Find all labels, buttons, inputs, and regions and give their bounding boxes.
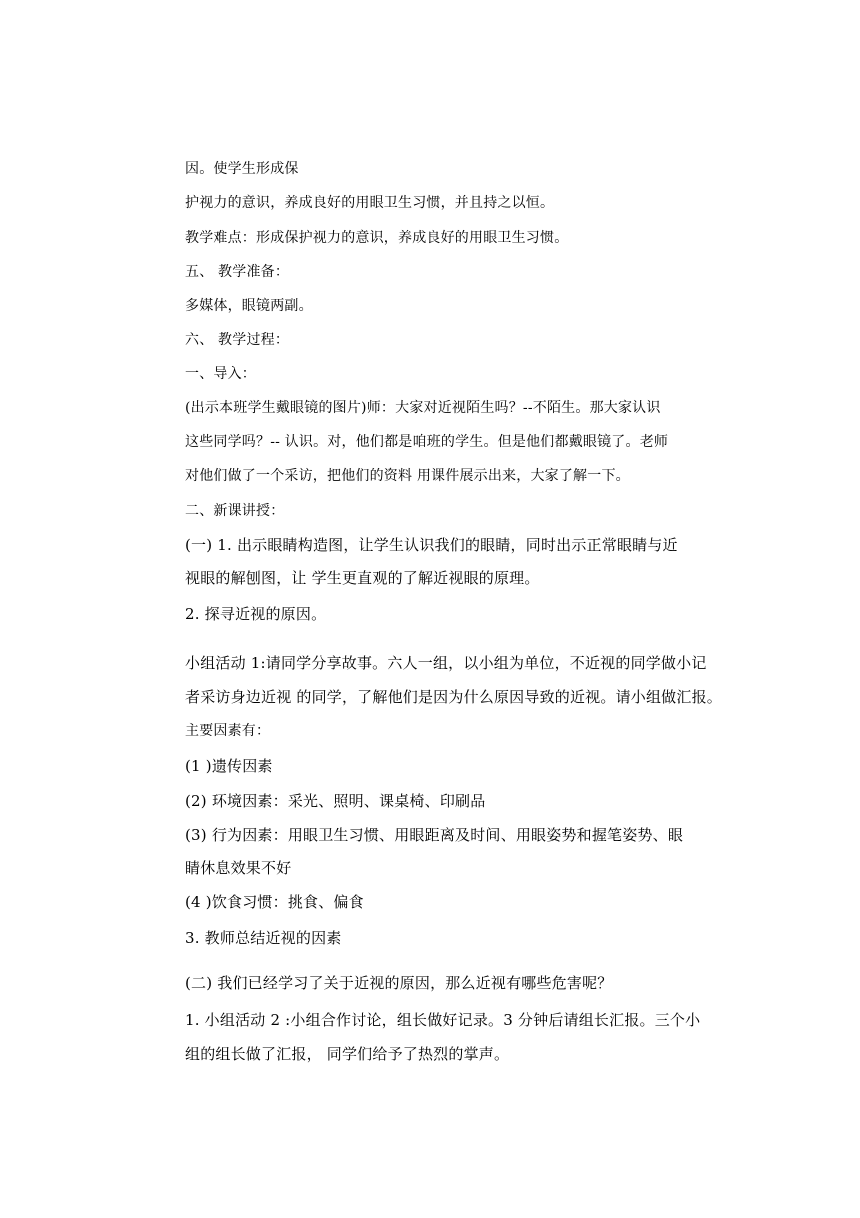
text-line: 护视力的意识，养成良好的用眼卫生习惯，并且持之以恒。 bbox=[185, 195, 555, 211]
text-line: 组的组长做了汇报， 同学们给予了热烈的掌声。 bbox=[185, 1045, 510, 1063]
text-line: 这些同学吗？-- 认识。对，他们都是咱班的学生。但是他们都戴眼镜了。老师 bbox=[185, 434, 669, 450]
text-line: 主要因素有： bbox=[185, 723, 271, 739]
list-item: (4 )饮食习惯：挑食、偏食 bbox=[185, 893, 364, 911]
list-item: 2. 探寻近视的原因。 bbox=[185, 605, 327, 623]
text-line: 睛休息效果不好 bbox=[185, 859, 292, 877]
list-item: (3) 行为因素：用眼卫生习惯、用眼距离及时间、用眼姿势和握笔姿势、眼 bbox=[185, 826, 684, 844]
text-line: 视眼的解刨图，让 学生更直观的了解近视眼的原理。 bbox=[185, 569, 540, 587]
text-line: 因。使学生形成保 bbox=[185, 161, 299, 177]
text-line: 小组活动 1:请同学分享故事。六人一组，以小组为单位，不近视的同学做小记 bbox=[185, 654, 707, 672]
list-item: 1. 小组活动 2 :小组合作讨论，组长做好记录。3 分钟后请组长汇报。三个小 bbox=[185, 1011, 701, 1029]
list-item: (2) 环境因素：采光、照明、课桌椅、印刷品 bbox=[185, 792, 486, 810]
text-line: (一) 1. 出示眼睛构造图，让学生认识我们的眼睛，同时出示正常眼睛与近 bbox=[185, 536, 678, 554]
list-item: 3. 教师总结近视的因素 bbox=[185, 929, 342, 947]
text-line: 者采访身边近视 的同学，了解他们是因为什么原因导致的近视。请小组做汇报。 bbox=[185, 688, 722, 706]
text-line: 对他们做了一个采访，把他们的资料 用课件展示出来，大家了解一下。 bbox=[185, 468, 630, 484]
text-line: 多媒体，眼镜两副。 bbox=[185, 298, 313, 314]
subsection-heading: 一、导入： bbox=[185, 366, 256, 382]
subsection-heading: 二、新课讲授： bbox=[185, 503, 285, 519]
text-line: 教学难点：形成保护视力的意识，养成良好的用眼卫生习惯。 bbox=[185, 230, 569, 246]
list-item: (1 )遗传因素 bbox=[185, 757, 273, 775]
text-line: (二) 我们已经学习了关于近视的原因，那么近视有哪些危害呢？ bbox=[185, 974, 613, 992]
section-heading: 五、 教学准备： bbox=[185, 264, 290, 280]
section-heading: 六、 教学过程： bbox=[185, 332, 290, 348]
text-line: (出示本班学生戴眼镜的图片)师：大家对近视陌生吗？--不陌生。那大家认识 bbox=[185, 400, 661, 416]
